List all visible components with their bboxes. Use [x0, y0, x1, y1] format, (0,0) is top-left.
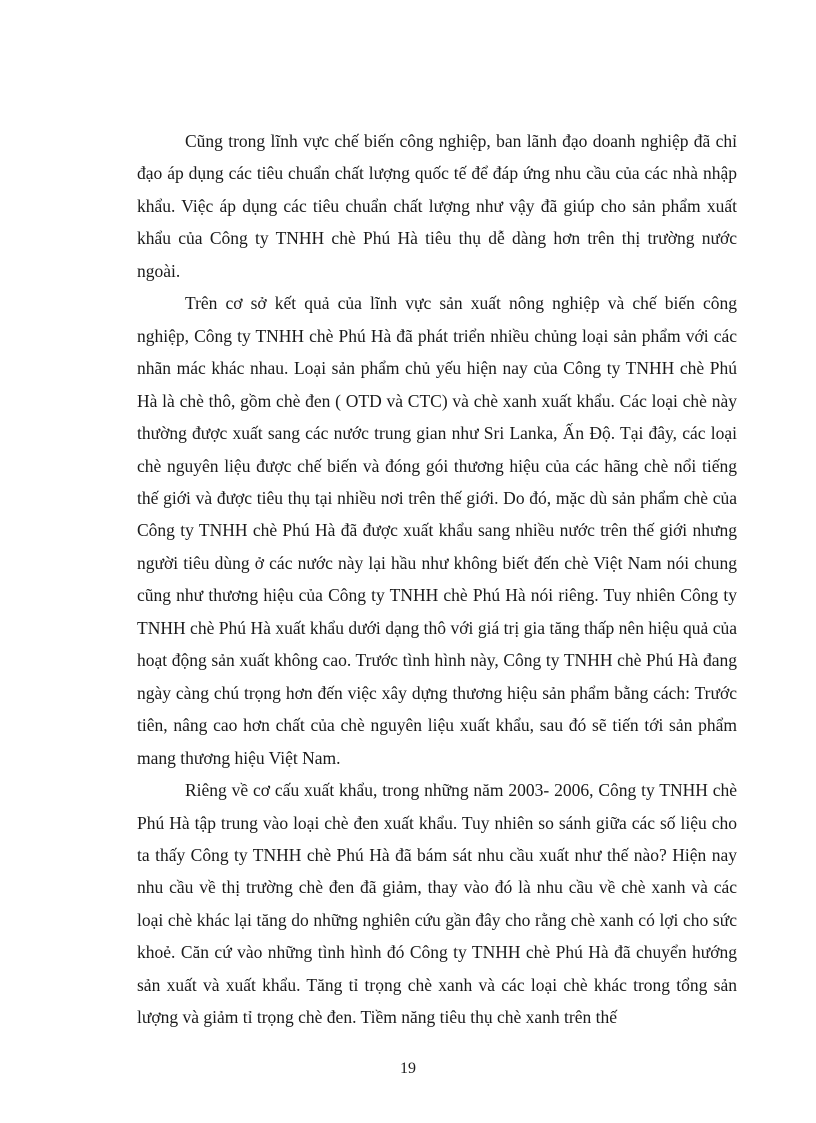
paragraph-processing-standards: Cũng trong lĩnh vực chế biến công nghiệp, ban lãnh đạo doanh nghiệp đã chỉ đạo áp dụng các tiêu chuẩn chất lượng quốc tế để đáp ứng nhu cầu của các nhà nhập khẩu. Việc áp dụng các tiêu chuẩn chất lượng như vậy đã giúp cho sản phẩm xuất khẩu của Công ty TNHH chè Phú Hà tiêu thụ dễ dàng hơn trên thị trường nước ngoài.	[137, 131, 737, 281]
paragraph-export-structure: Riêng về cơ cấu xuất khẩu, trong những năm 2003- 2006, Công ty TNHH chè Phú Hà tập trung vào loại chè đen xuất khẩu. Tuy nhiên so sánh giữa các số liệu cho ta thấy Công ty TNHH chè Phú Hà đã bám sát nhu cầu xuất như thế nào? Hiện nay nhu cầu về thị trường chè đen đã giảm, thay vào đó là nhu cầu về chè xanh và các loại chè khác lại tăng do những nghiên cứu gần đây cho rằng chè xanh có lợi cho sức khoẻ. Căn cứ vào những tình hình đó Công ty TNHH chè Phú Hà đã chuyển hướng sản xuất và xuất khẩu. Tăng tỉ trọng chè xanh và các loại chè khác trong tổng sản lượng và giảm tỉ trọng chè đen. Tiềm năng tiêu thụ chè xanh trên thế	[137, 780, 737, 1028]
body-text	[137, 125, 737, 1034]
page-number: 19	[400, 1060, 416, 1077]
paragraph-product-range: Trên cơ sở kết quả của lĩnh vực sản xuất nông nghiệp và chế biến công nghiệp, Công ty TNHH chè Phú Hà đã phát triển nhiều chủng loại sản phẩm với các nhãn mác khác nhau. Loại sản phẩm chủ yếu hiện nay của Công ty TNHH chè Phú Hà là chè thô, gồm chè đen ( OTD và CTC) và chè xanh xuất khẩu. Các loại chè này thường được xuất sang các nước trung gian như Sri Lanka, Ấn Độ. Tại đây, các loại chè nguyên liệu được chế biến và đóng gói thương hiệu của các hãng chè nổi tiếng thế giới và được tiêu thụ tại nhiều nơi trên thế giới. Do đó, mặc dù sản phẩm chè của Công ty TNHH chè Phú Hà đã được xuất khẩu sang nhiều nước trên thế giới nhưng người tiêu dùng ở các nước này lại hầu như không biết đến chè Việt Nam nói chung cũng như thương hiệu của Công ty TNHH chè Phú Hà nói riêng. Tuy nhiên Công ty TNHH chè Phú Hà xuất khẩu dưới dạng thô với giá trị gia tăng thấp nên hiệu quả của hoạt động sản xuất không cao. Trước tình hình này, Công ty TNHH chè Phú Hà đang ngày càng chú trọng hơn đến việc xây dựng thương hiệu sản phẩm bằng cách: Trước tiên, nâng cao hơn chất của chè nguyên liệu xuất khẩu, sau đó sẽ tiến tới sản phẩm mang thương hiệu Việt Nam.	[137, 293, 737, 768]
